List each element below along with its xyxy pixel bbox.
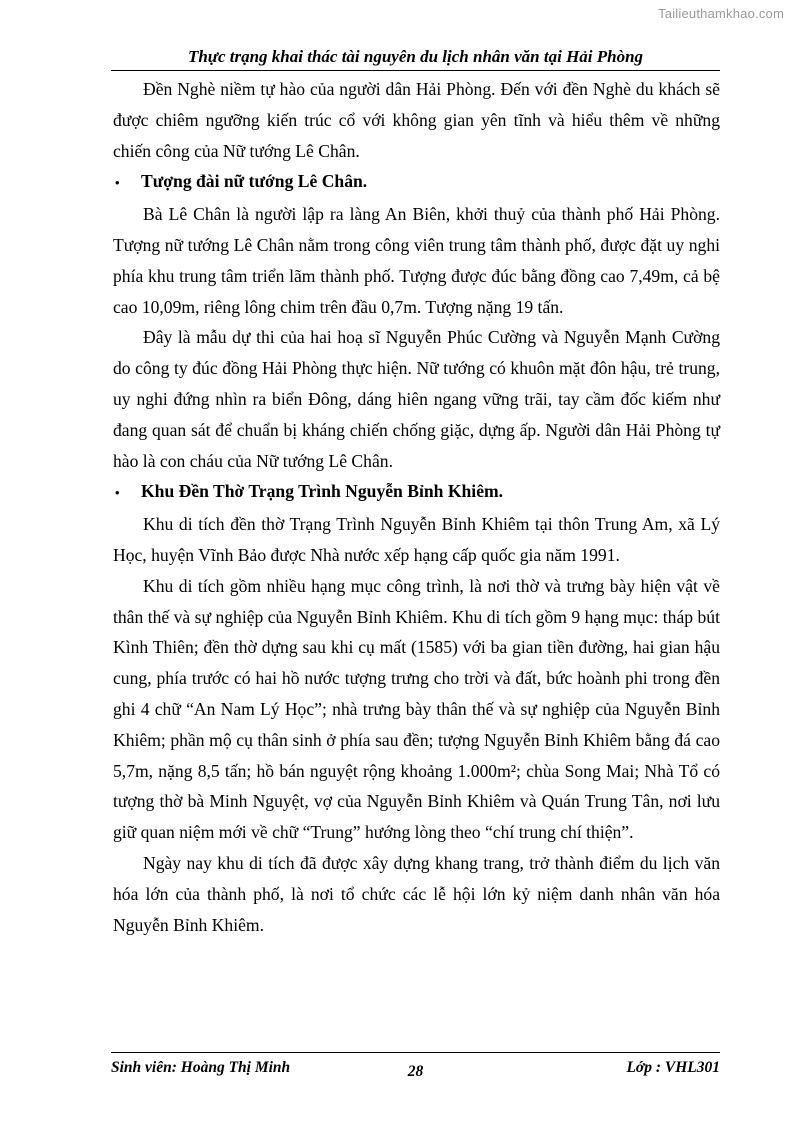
page-number: 28 bbox=[407, 1063, 424, 1080]
bullet-icon: • bbox=[115, 175, 120, 191]
bullet-icon: • bbox=[115, 485, 120, 501]
paragraph: Khu di tích đền thờ Trạng Trình Nguyễn Bỉnh Khiêm tại thôn Trung Am, xã Lý Học, huyện Vĩnh Bảo được Nhà nước xếp hạng cấp quốc gia năm 1991. bbox=[113, 514, 720, 565]
section-heading-text: Tượng đài nữ tướng Lê Chân. bbox=[141, 171, 368, 192]
running-header: Thực trạng khai thác tài nguyên du lịch nhân văn tại Hải Phòng bbox=[111, 46, 720, 71]
paragraph: Khu di tích gồm nhiều hạng mục công trình, là nơi thờ và trưng bày hiện vật về thân thế và sự nghiệp của Nguyễn Bỉnh Khiêm. Khu di tích gồm 9 hạng mục: tháp bút Kình Thiên; đền thờ dựng sau khi cụ mất (1585) với ba gian tiền đường, hai gian hậu cung, phía trước có hai hồ nước tượng trưng cho trời và đất, bức hoành phi trong đền ghi 4 chữ “An Nam Lý Học”; nhà trưng bày thân thế và sự nghiệp của Nguyễn Bỉnh Khiêm; phần mộ cụ thân sinh ở phía sau đền; tượng Nguyễn Bỉnh Khiêm bằng đá cao 5,7m, nặng 8,5 tấn; hồ bán nguyệt rộng khoảng 1.000m²; chùa Song Mai; Nhà Tổ có tượng thờ bà Minh Nguyệt, vợ của Nguyễn Bỉnh Khiêm và Quán Trung Tân, nơi lưu giữ quan niệm mới về chữ “Trung” hướng lòng theo “chí trung chí thiện”. bbox=[113, 575, 720, 843]
section-heading-le-chan-statue bbox=[113, 166, 720, 199]
running-footer bbox=[111, 1052, 720, 1079]
paragraph: Ngày nay khu di tích đã được xây dựng khang trang, trở thành điểm du lịch văn hóa lớn của thành phố, là nơi tổ chức các lễ hội lớn kỷ niệm danh nhân văn hóa Nguyễn Bỉnh Khiêm. bbox=[113, 852, 720, 935]
watermark: Tailieuthamkhao.com bbox=[658, 6, 784, 21]
document-body bbox=[113, 74, 720, 940]
paragraph: Bà Lê Chân là người lập ra làng An Biên, khởi thuỷ của thành phố Hải Phòng. Tượng nữ tướng Lê Chân nằm trong công viên trung tâm thành phố, được đặt uy nghi phía khu trung tâm triển lãm thành phố. Tượng được đúc bằng đồng cao 7,49m, cả bệ cao 10,09m, riêng lông chim trên đầu 0,7m. Tượng nặng 19 tấn. bbox=[113, 204, 720, 317]
footer-class: Lớp : VHL301 bbox=[626, 1059, 720, 1076]
paragraph: Đây là mẫu dự thi của hai hoạ sĩ Nguyễn Phúc Cường và Nguyễn Mạnh Cường do công ty đúc đồng Hải Phòng thực hiện. Nữ tướng có khuôn mặt đôn hậu, trẻ trung, uy nghi đứng nhìn ra biển Đông, dáng hiên ngang vững trãi, tay cầm đốc kiếm như đang quan sát để chuẩn bị kháng chiến chống giặc, dựng ấp. Người dân Hải Phòng tự hào là con cháu của Nữ tướng Lê Chân. bbox=[113, 327, 720, 471]
paragraph: Đền Nghè niềm tự hào của người dân Hải Phòng. Đến với đền Nghè du khách sẽ được chiêm ngưỡng kiến trúc cổ với không gian yên tĩnh và hiểu thêm về những chiến công của Nữ tướng Lê Chân. bbox=[113, 79, 720, 161]
footer-student-name: Sinh viên: Hoàng Thị Minh bbox=[111, 1059, 291, 1076]
section-heading-nguyen-binh-khiem-temple bbox=[113, 476, 720, 509]
section-heading-text: Khu Đền Thờ Trạng Trình Nguyễn Bỉnh Khiêm. bbox=[141, 481, 504, 502]
